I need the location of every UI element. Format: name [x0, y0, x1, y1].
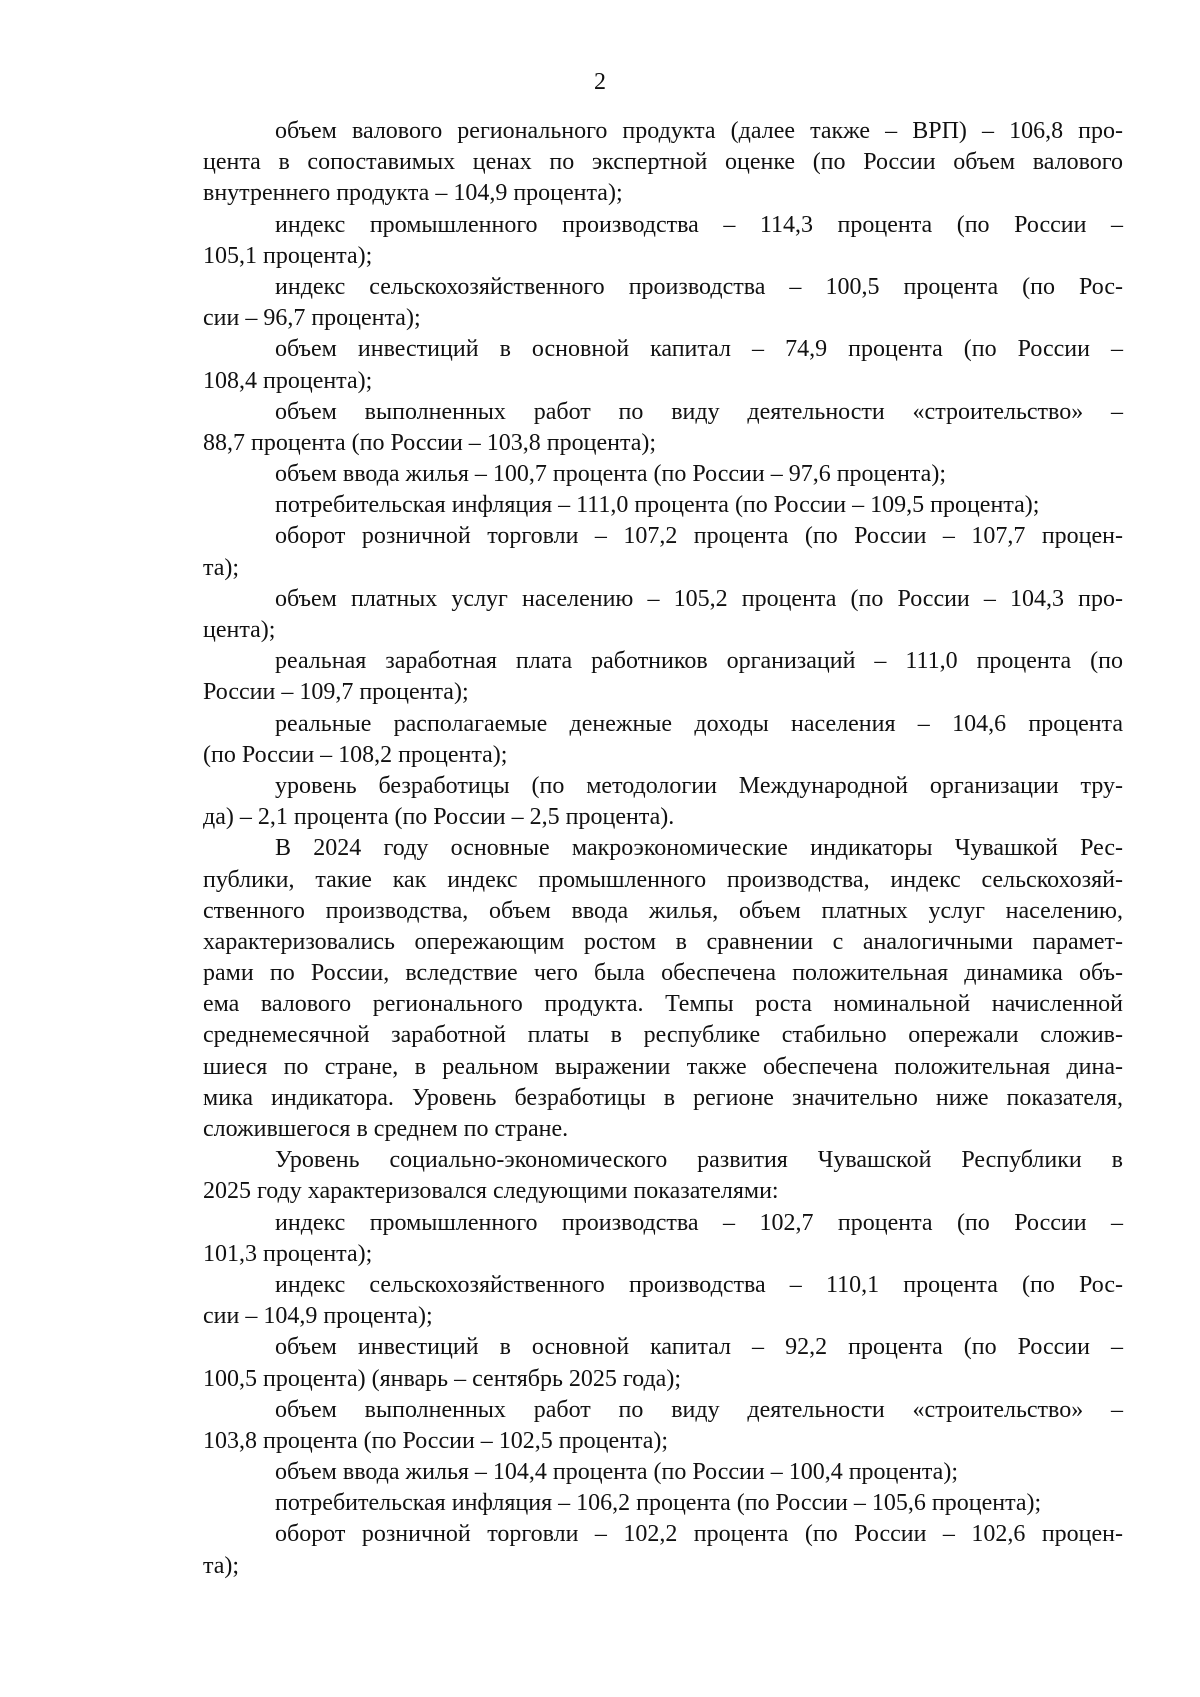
text-line: объем выполненных работ по виду деятельности «строительство» –	[275, 398, 1123, 425]
text-line: 2025 году характеризовался следующими показателями:	[203, 1178, 779, 1205]
text-line: цента);	[203, 617, 276, 643]
text-line: индекс промышленного производства – 114,3 процента (по России –	[275, 211, 1123, 238]
text-line: внутреннего продукта – 104,9 процента);	[203, 180, 623, 207]
text-line: 103,8 процента (по России – 102,5 процента);	[203, 1427, 669, 1454]
text-line: оборот розничной торговли – 102,2 процента (по России – 102,6 процен-	[275, 1521, 1123, 1548]
text-line: Уровень социально-экономического развития Чувашской Республики в	[275, 1147, 1123, 1174]
text-line: рами по России, вследствие чего была обеспечена положительная динамика объ-	[203, 960, 1123, 987]
text-line: 101,3 процента);	[203, 1240, 373, 1267]
text-line: объем ввода жилья – 104,4 процента (по России – 100,4 процента);	[275, 1459, 958, 1486]
text-line: шиеся по стране, в реальном выражении также обеспечена положительная дина-	[203, 1053, 1123, 1080]
text-line: 105,1 процента);	[203, 242, 373, 269]
text-line: реальная заработная плата работников организаций – 111,0 процента (по	[275, 648, 1123, 675]
text-line: объем инвестиций в основной капитал – 74,9 процента (по России –	[275, 336, 1123, 363]
text-line: объем инвестиций в основной капитал – 92,2 процента (по России –	[275, 1334, 1123, 1361]
text-line: (по России – 108,2 процента);	[203, 741, 508, 768]
text-line: потребительская инфляция – 111,0 процента (по России – 109,5 процента);	[275, 492, 1040, 519]
text-line: индекс промышленного производства – 102,7 процента (по России –	[275, 1209, 1123, 1236]
document-body	[203, 116, 1123, 1582]
text-line: реальные располагаемые денежные доходы населения – 104,6 процента	[275, 710, 1123, 737]
text-line: сии – 104,9 процента);	[203, 1303, 433, 1330]
text-line: объем ввода жилья – 100,7 процента (по России – 97,6 процента);	[275, 461, 946, 488]
text-line: та);	[203, 1552, 240, 1579]
text-line: среднемесячной заработной платы в республике стабильно опережали сложив-	[203, 1022, 1123, 1049]
text-line: 100,5 процента) (январь – сентябрь 2025 года);	[203, 1365, 681, 1392]
text-line: та);	[203, 554, 240, 581]
text-line: оборот розничной торговли – 107,2 процента (по России – 107,7 процен-	[275, 523, 1123, 550]
text-line: сии – 96,7 процента);	[203, 305, 421, 332]
page-number: 2	[594, 69, 606, 95]
text-line: цента в сопоставимых ценах по экспертной оценке (по России объем валового	[203, 149, 1123, 176]
text-line: да) – 2,1 процента (по России – 2,5 процента).	[203, 804, 675, 831]
text-line: В 2024 году основные макроэкономические индикаторы Чувашкой Рес-	[275, 835, 1123, 862]
text-line: России – 109,7 процента);	[203, 679, 469, 706]
text-line: индекс сельскохозяйственного производства – 110,1 процента (по Рос-	[275, 1271, 1123, 1298]
text-line: характеризовались опережающим ростом в сравнении с аналогичными парамет-	[203, 928, 1123, 955]
text-line: ственного производства, объем ввода жилья, объем платных услуг населению,	[203, 897, 1123, 924]
text-line: объем платных услуг населению – 105,2 процента (по России – 104,3 про-	[275, 585, 1123, 612]
text-line: публики, такие как индекс промышленного производства, индекс сельскохозяй-	[203, 866, 1123, 893]
text-line: 108,4 процента);	[203, 367, 373, 394]
text-line: объем валового регионального продукта (далее также – ВРП) – 106,8 про-	[275, 118, 1123, 144]
text-line: 88,7 процента (по России – 103,8 процента);	[203, 429, 657, 456]
text-line: объем выполненных работ по виду деятельности «строительство» –	[275, 1396, 1123, 1423]
text-line: потребительская инфляция – 106,2 процента (по России – 105,6 процента);	[275, 1490, 1042, 1517]
text-line: сложившегося в среднем по стране.	[203, 1116, 569, 1142]
text-line: индекс сельскохозяйственного производства – 100,5 процента (по Рос-	[275, 273, 1123, 300]
text-line: ема валового регионального продукта. Темпы роста номинальной начисленной	[203, 991, 1123, 1018]
text-line: мика индикатора. Уровень безработицы в регионе значительно ниже показателя,	[203, 1084, 1123, 1111]
text-line: уровень безработицы (по методологии Международной организации тру-	[275, 772, 1123, 799]
